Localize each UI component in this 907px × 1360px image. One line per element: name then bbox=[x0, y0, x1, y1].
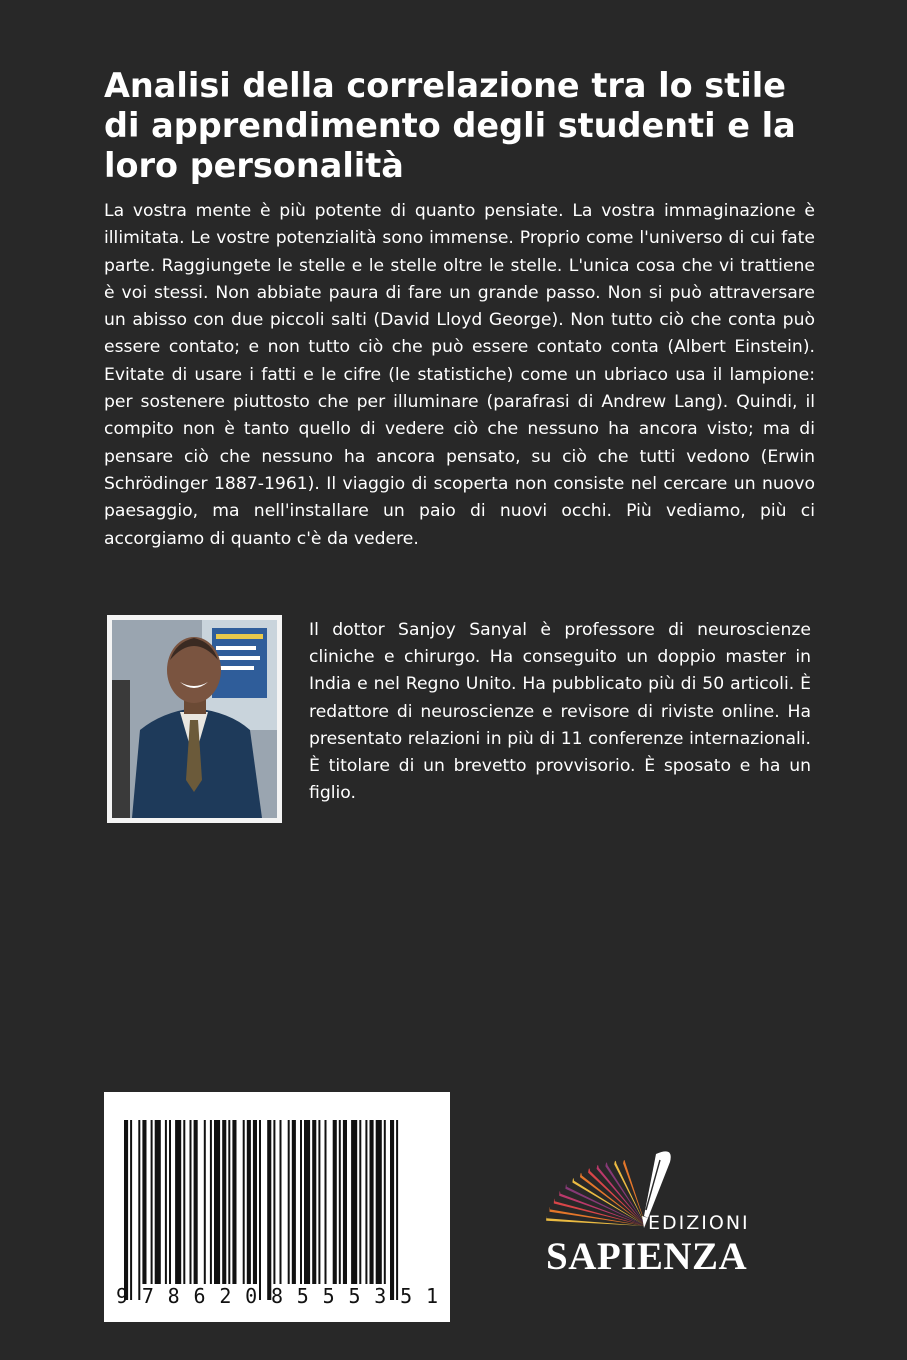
isbn-digit: 8 bbox=[167, 1284, 180, 1308]
isbn-digit: 5 bbox=[348, 1284, 361, 1308]
isbn-digit: 9 bbox=[116, 1284, 129, 1308]
isbn-digit: 6 bbox=[193, 1284, 206, 1308]
author-portrait-icon bbox=[112, 620, 277, 818]
isbn-digit: 5 bbox=[322, 1284, 335, 1308]
isbn-number bbox=[116, 1284, 438, 1308]
author-bio: Il dottor Sanjoy Sanyal è professore di neuroscienze cliniche e chirurgo. Ha conseguito un doppio master in India e nel Regno Unito. Ha pubblicato più di 50 articoli. È redattore di neuroscienze e revisore di riviste online. Ha presentato relazioni in più di 11 conferenze internazionali. È titolare di un brevetto provvisorio. È sposato e ha un figlio. bbox=[309, 620, 811, 804]
author-photo bbox=[107, 615, 282, 823]
isbn-digit: 0 bbox=[245, 1284, 258, 1308]
isbn-digit: 7 bbox=[141, 1284, 154, 1308]
back-cover-blurb: La vostra mente è più potente di quanto pensiate. La vostra immaginazione è illimitata. Le vostre potenzialità sono immense. Proprio come l'universo di cui fate parte. Raggiungete le stelle e le stelle oltre le stelle. L'unica cosa che vi trattiene è voi stessi. Non abbiate paura di fare un grande passo. Non si può attraversare un abisso con due piccoli salti (David Lloyd George). Non tutto ciò che conta può essere contato; e non tutto ciò che può essere contato conta (Albert Einstein). Evitate di usare i fatti e le cifre (le statistiche) come un ubriaco usa il lampione: per sostenere piuttosto che per illuminare (parafrasi di Andrew Lang). Quindi, il compito non è tanto quello di vedere ciò che nessuno ha ancora visto; ma di pensare ciò che nessuno ha ancora pensato, su ciò che tutti vedono (Erwin Schrödinger 1887-1961). Il viaggio di scoperta non consiste nel cercare un nuovo paesaggio, ma nell'installare un paio di nuovi occhi. Più vediamo, più ci accorgiamo di quanto c'è da vedere. bbox=[104, 201, 815, 549]
isbn-digit: 5 bbox=[296, 1284, 309, 1308]
isbn-digit: 3 bbox=[374, 1284, 387, 1308]
isbn-digit: 1 bbox=[425, 1284, 438, 1308]
isbn-digit: 8 bbox=[270, 1284, 284, 1308]
publisher-logo bbox=[536, 1148, 752, 1278]
isbn-digit: 5 bbox=[400, 1284, 413, 1308]
isbn-barcode bbox=[104, 1092, 450, 1322]
publisher-name-line1: EDIZIONI bbox=[648, 1212, 750, 1234]
publisher-name-line2: SAPIENZA bbox=[546, 1235, 748, 1278]
book-title: Analisi della correlazione tra lo stile di apprendimento degli studenti e la loro personalità bbox=[104, 66, 796, 185]
isbn-digit: 2 bbox=[219, 1284, 232, 1308]
